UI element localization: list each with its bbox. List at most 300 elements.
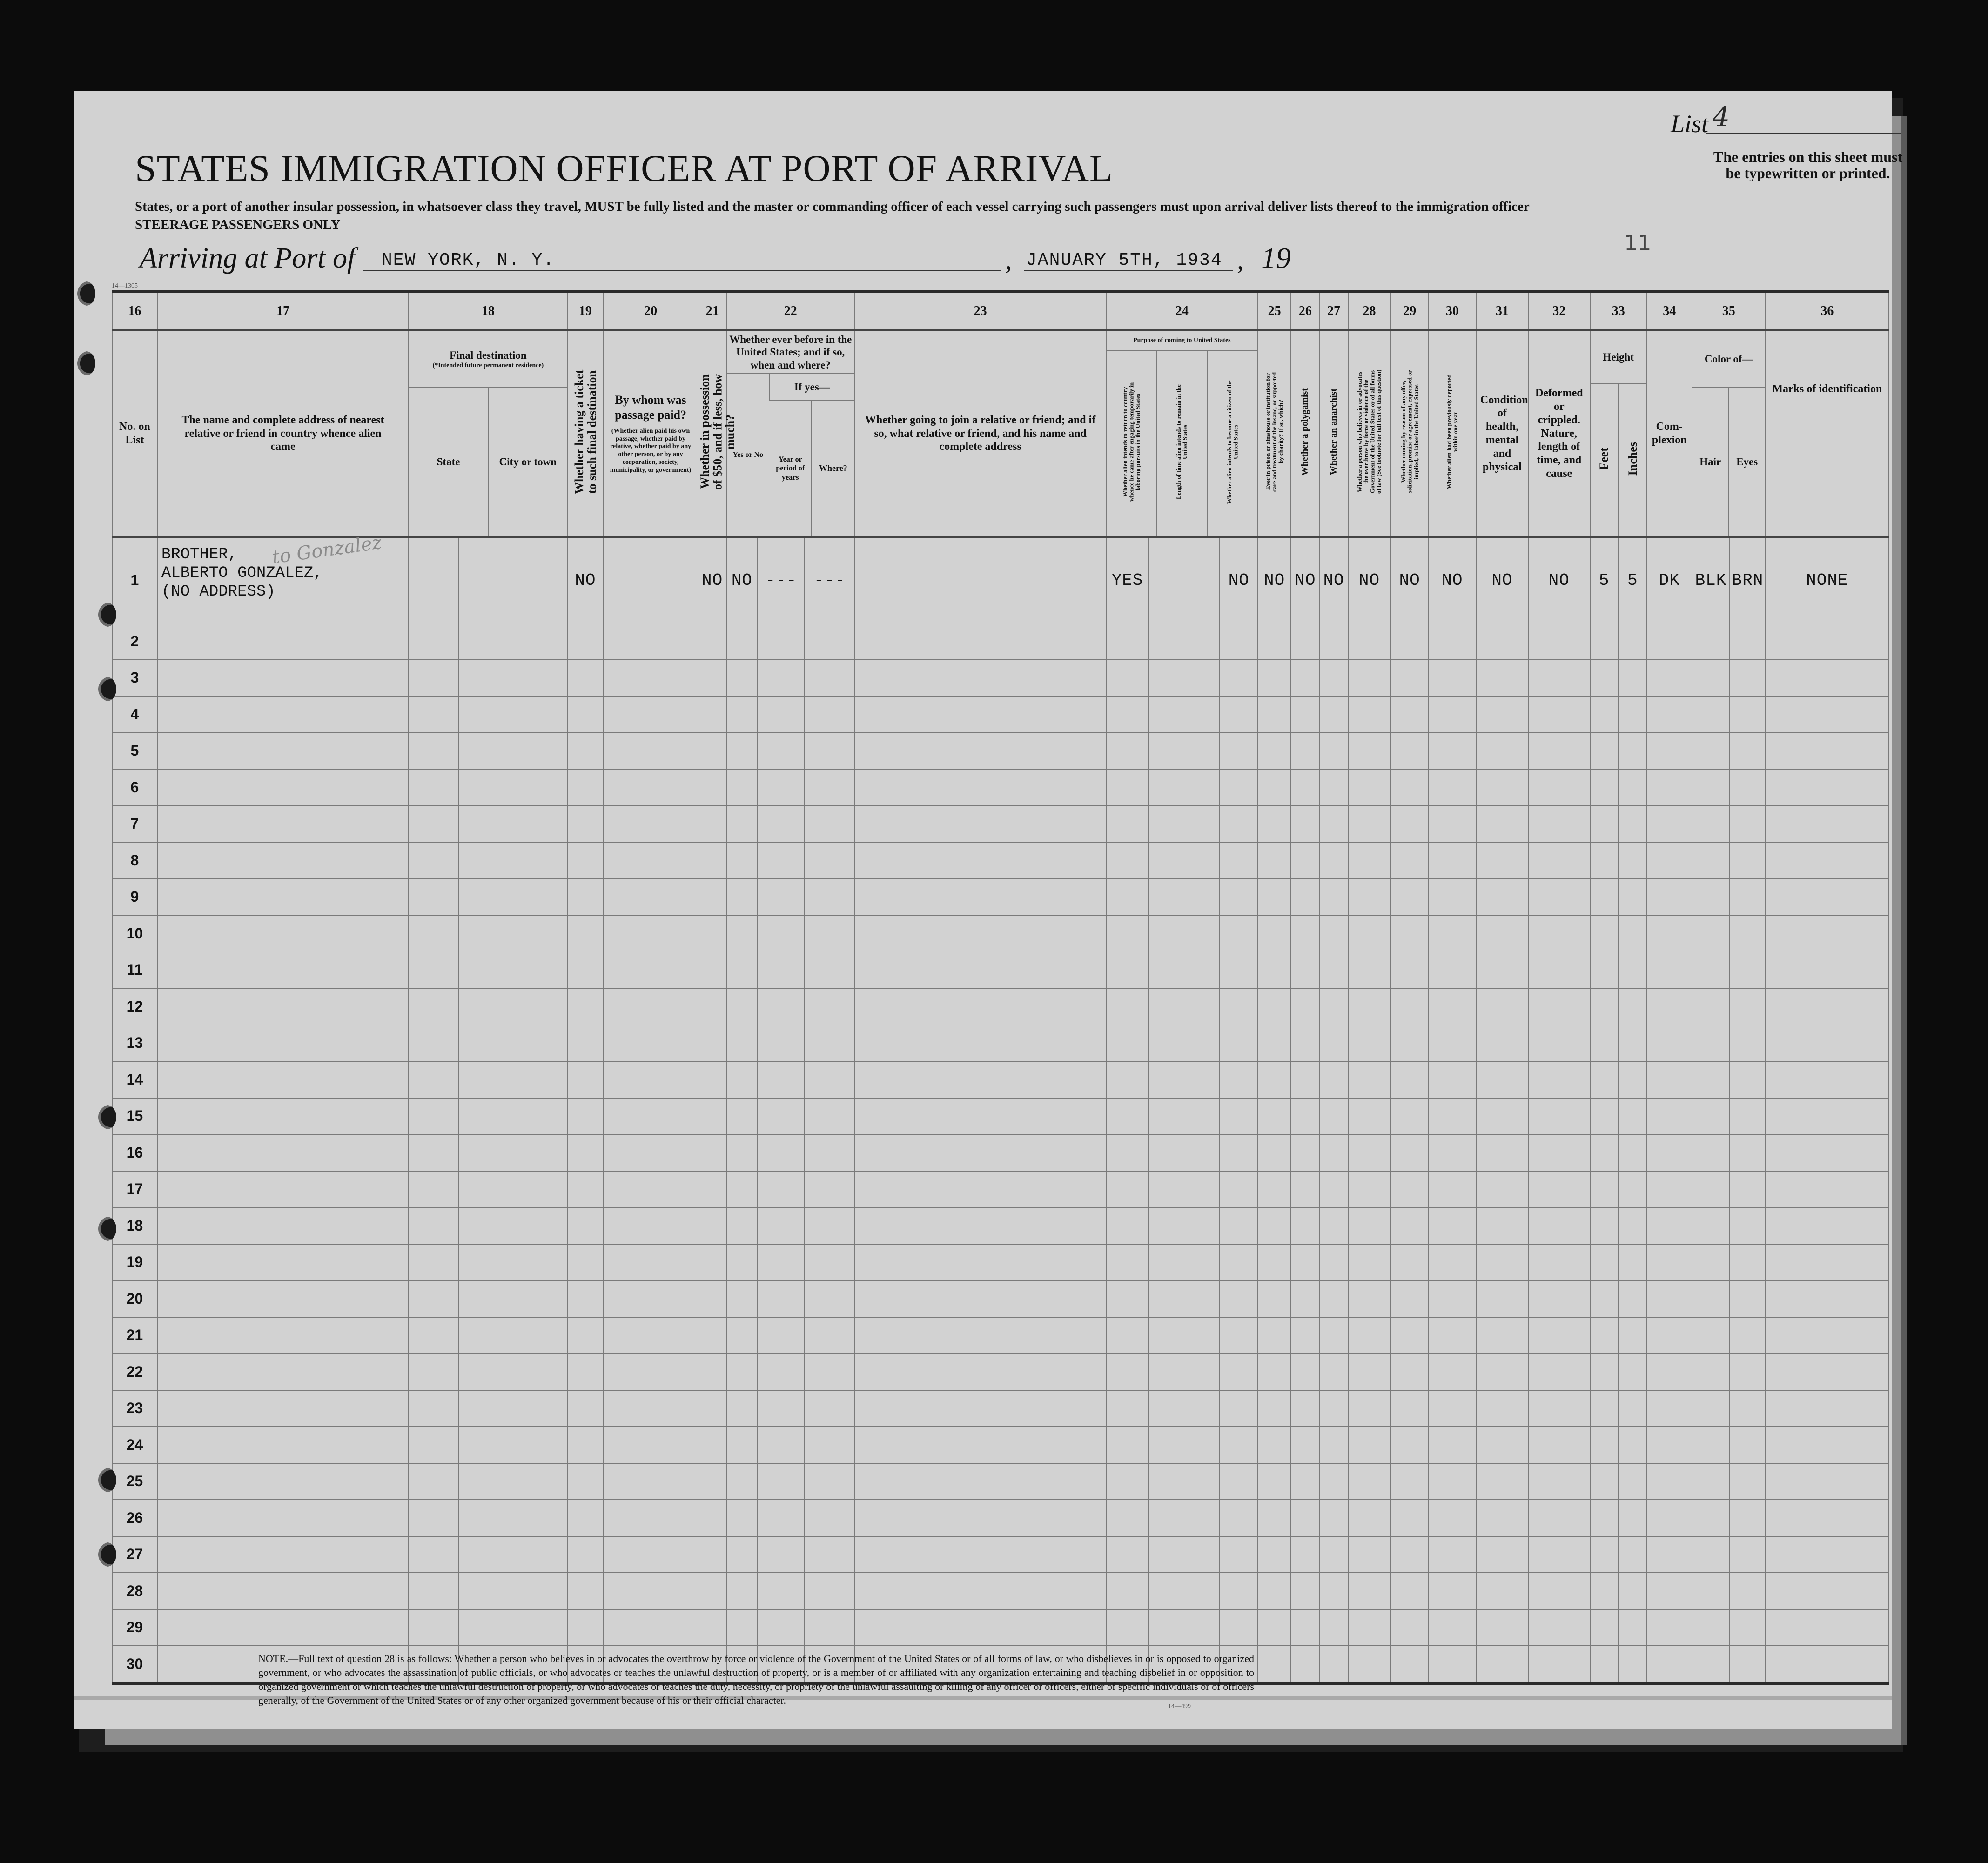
table-cell <box>1291 988 1319 1025</box>
table-cell <box>757 1280 805 1317</box>
table-cell <box>1319 1646 1348 1683</box>
table-cell <box>1590 1317 1619 1354</box>
table-cell <box>458 988 567 1025</box>
table-cell <box>1390 696 1429 733</box>
table-cell <box>1692 733 1730 770</box>
table-cell <box>1692 769 1730 806</box>
table-cell <box>1766 1463 1889 1500</box>
table-cell <box>409 1354 458 1390</box>
row-number: 6 <box>112 769 157 806</box>
table-cell <box>1148 733 1220 770</box>
row-number: 16 <box>112 1134 157 1171</box>
table-cell <box>603 1134 698 1171</box>
table-row <box>112 1171 1889 1208</box>
table-cell <box>1258 1427 1291 1463</box>
row-number: 20 <box>112 1280 157 1317</box>
table-cell <box>568 1134 603 1171</box>
table-cell <box>1348 1244 1391 1281</box>
final-destination-label: Final destination <box>450 349 527 362</box>
table-cell <box>1291 952 1319 989</box>
table-cell <box>603 879 698 916</box>
table-cell <box>1319 1025 1348 1062</box>
table-cell <box>698 1500 726 1536</box>
table-cell <box>1258 733 1291 770</box>
table-cell <box>1476 1207 1528 1244</box>
table-cell <box>1590 660 1619 697</box>
table-cell <box>1429 1500 1476 1536</box>
table-cell <box>726 1536 757 1573</box>
table-cell <box>1319 1463 1348 1500</box>
table-cell <box>1647 988 1692 1025</box>
table-cell <box>805 769 854 806</box>
table-cell <box>603 1609 698 1646</box>
table-cell <box>1619 1609 1647 1646</box>
table-cell <box>568 842 603 879</box>
table-cell <box>698 1354 726 1390</box>
table-cell <box>1730 733 1765 770</box>
header-join-relative: Whether going to join a relative or friend; and if so, what relative or friend, and his name and complete address <box>854 330 1106 537</box>
header-yes-no: Yes or No <box>732 451 763 459</box>
table-cell <box>1692 1134 1730 1171</box>
header-height-title: Height <box>1591 331 1646 384</box>
table-cell <box>1647 1390 1692 1427</box>
table-cell <box>1766 1427 1889 1463</box>
row-number: 17 <box>112 1171 157 1208</box>
table-cell <box>1619 1354 1647 1390</box>
table-cell <box>1730 1171 1765 1208</box>
table-cell <box>1390 988 1429 1025</box>
table-cell <box>726 988 757 1025</box>
table-cell <box>805 1134 854 1171</box>
table-cell <box>805 1609 854 1646</box>
table-cell <box>1148 1061 1220 1098</box>
feet-cell: 5 <box>1590 537 1619 623</box>
arriving-label: Arriving at Port of <box>140 242 356 274</box>
table-cell <box>1348 952 1391 989</box>
table-cell <box>1390 1025 1429 1062</box>
form-code-top: 14—1305 <box>112 282 138 289</box>
table-row <box>112 660 1889 697</box>
col-number: 19 <box>568 292 603 331</box>
row-number: 18 <box>112 1207 157 1244</box>
table-cell <box>409 879 458 916</box>
table-cell <box>568 1609 603 1646</box>
table-cell <box>1106 1536 1149 1573</box>
table-cell <box>1766 1646 1889 1683</box>
row-number: 8 <box>112 842 157 879</box>
purpose-c-text: Whether alien intends to become a citizen of the United States <box>1225 380 1239 504</box>
table-cell <box>568 660 603 697</box>
table-cell <box>1647 1061 1692 1098</box>
table-cell <box>1220 1573 1258 1609</box>
table-cell <box>1528 1171 1590 1208</box>
table-cell <box>409 1061 458 1098</box>
binder-hole <box>98 677 116 701</box>
col-number: 24 <box>1106 292 1258 331</box>
table-cell <box>1429 660 1476 697</box>
col-number: 32 <box>1528 292 1590 331</box>
table-cell <box>1258 879 1291 916</box>
table-cell <box>603 915 698 952</box>
table-cell <box>1730 1390 1765 1427</box>
table-cell <box>458 1317 567 1354</box>
table-cell <box>1476 1500 1528 1536</box>
table-cell <box>409 915 458 952</box>
table-cell <box>854 1463 1106 1500</box>
table-cell <box>458 952 567 989</box>
table-cell <box>1348 1354 1391 1390</box>
table-cell <box>157 1609 409 1646</box>
table-cell <box>698 842 726 879</box>
col-number: 35 <box>1692 292 1766 331</box>
table-cell <box>603 842 698 879</box>
table-cell <box>1106 1573 1149 1609</box>
table-cell <box>1590 1025 1619 1062</box>
header-ticket <box>568 330 603 537</box>
table-cell <box>1692 1500 1730 1536</box>
table-cell <box>1692 1390 1730 1427</box>
table-cell <box>1258 1207 1291 1244</box>
table-cell <box>1590 1500 1619 1536</box>
table-cell <box>854 1244 1106 1281</box>
table-cell <box>1476 1646 1528 1683</box>
table-cell <box>1730 1317 1765 1354</box>
relative-line: BROTHER, <box>161 546 238 563</box>
table-row <box>112 988 1889 1025</box>
header-money-text: Whether in possession of $50, and if less, how much? <box>698 374 737 490</box>
table-cell <box>1647 842 1692 879</box>
table-cell <box>157 733 409 770</box>
table-row <box>112 1025 1889 1062</box>
table-cell <box>1619 769 1647 806</box>
table-cell <box>1291 806 1319 843</box>
table-cell <box>1220 1061 1258 1098</box>
table-cell <box>1528 806 1590 843</box>
table-cell <box>1348 1280 1391 1317</box>
table-cell <box>757 696 805 733</box>
table-cell <box>1291 1500 1319 1536</box>
table-cell <box>757 806 805 843</box>
table-cell <box>1590 842 1619 879</box>
table-cell <box>1647 1609 1692 1646</box>
table-cell <box>1528 1646 1590 1683</box>
table-cell <box>568 988 603 1025</box>
table-cell <box>1258 696 1291 733</box>
table-cell <box>157 1171 409 1208</box>
table-cell <box>757 842 805 879</box>
table-cell <box>1647 1280 1692 1317</box>
table-cell <box>757 1609 805 1646</box>
col-number: 25 <box>1258 292 1291 331</box>
table-cell <box>805 879 854 916</box>
table-cell <box>1106 1025 1149 1062</box>
table-cell <box>1528 1609 1590 1646</box>
binder-hole <box>98 1468 116 1492</box>
table-cell <box>1692 988 1730 1025</box>
table-cell <box>1390 733 1429 770</box>
table-cell <box>1291 1646 1319 1683</box>
table-cell <box>1528 1134 1590 1171</box>
header-purpose-a <box>1107 351 1157 536</box>
table-cell <box>1106 1317 1149 1354</box>
table-cell <box>1106 696 1149 733</box>
city-cell <box>458 537 567 623</box>
table-cell <box>1348 623 1391 660</box>
table-cell <box>805 1573 854 1609</box>
table-cell <box>698 1280 726 1317</box>
table-cell <box>854 660 1106 697</box>
table-cell <box>568 952 603 989</box>
col-number: 23 <box>854 292 1106 331</box>
table-cell <box>1220 988 1258 1025</box>
relative-cell <box>157 531 409 623</box>
table-cell <box>726 1244 757 1281</box>
header-anarchist-text: Whether an anarchist <box>1328 389 1339 476</box>
table-cell <box>1528 879 1590 916</box>
table-cell <box>1319 769 1348 806</box>
table-cell <box>1291 1025 1319 1062</box>
table-row <box>112 842 1889 879</box>
table-cell <box>726 1500 757 1536</box>
table-cell <box>1619 952 1647 989</box>
table-cell <box>1258 1134 1291 1171</box>
table-cell <box>1619 1500 1647 1536</box>
table-cell <box>1291 1207 1319 1244</box>
list-underline <box>1706 133 1901 134</box>
table-cell <box>1647 915 1692 952</box>
table-cell <box>1730 696 1765 733</box>
table-cell <box>1590 879 1619 916</box>
row-number: 25 <box>112 1463 157 1500</box>
table-cell <box>1148 915 1220 952</box>
table-cell <box>726 660 757 697</box>
table-cell <box>1348 660 1391 697</box>
table-cell <box>1692 915 1730 952</box>
row-number: 23 <box>112 1390 157 1427</box>
table-cell <box>1429 1354 1476 1390</box>
table-cell <box>698 1536 726 1573</box>
table-cell <box>1766 1390 1889 1427</box>
table-cell <box>1348 1390 1391 1427</box>
table-cell <box>1258 660 1291 697</box>
table-cell <box>757 733 805 770</box>
table-cell <box>726 1427 757 1463</box>
table-cell <box>1692 952 1730 989</box>
table-cell <box>1647 1098 1692 1135</box>
table-cell <box>805 1061 854 1098</box>
table-cell <box>1220 1609 1258 1646</box>
table-cell <box>757 1098 805 1135</box>
table-cell <box>1291 623 1319 660</box>
table-cell <box>1692 1317 1730 1354</box>
table-cell <box>726 1025 757 1062</box>
table-cell <box>1348 915 1391 952</box>
table-cell <box>1106 1171 1149 1208</box>
table-cell <box>1590 1463 1619 1500</box>
table-cell <box>458 623 567 660</box>
table-cell <box>1647 769 1692 806</box>
table-cell <box>1258 842 1291 879</box>
table-cell <box>698 1317 726 1354</box>
table-cell <box>1291 1390 1319 1427</box>
table-cell <box>1291 1134 1319 1171</box>
table-cell <box>1319 806 1348 843</box>
table-cell <box>1619 623 1647 660</box>
table-row <box>112 696 1889 733</box>
table-cell <box>1106 988 1149 1025</box>
table-cell <box>157 1098 409 1135</box>
table-row <box>112 1061 1889 1098</box>
table-cell <box>157 806 409 843</box>
table-cell <box>1766 1244 1889 1281</box>
table-cell <box>1220 1317 1258 1354</box>
table-cell <box>1692 1427 1730 1463</box>
table-cell <box>1692 1171 1730 1208</box>
header-overthrow <box>1348 330 1391 537</box>
table-cell <box>1730 806 1765 843</box>
header-purpose <box>1106 330 1258 537</box>
header-polygamist <box>1291 330 1319 537</box>
table-cell <box>1319 1390 1348 1427</box>
col-number: 22 <box>726 292 854 331</box>
header-deformed: Deformed or crippled. Nature, length of time, and cause <box>1528 330 1590 537</box>
table-cell <box>1390 1098 1429 1135</box>
table-cell <box>1528 988 1590 1025</box>
table-cell <box>1291 733 1319 770</box>
header-overthrow-text: Whether a person who believes in or advocates the overthrow by force or violence of the Government of the United States or of all forms of law (See footnote for full text of this question) <box>1356 369 1383 494</box>
table-cell <box>1647 1427 1692 1463</box>
table-cell <box>1528 915 1590 952</box>
table-row <box>112 1098 1889 1135</box>
table-cell <box>1319 696 1348 733</box>
table-cell <box>757 623 805 660</box>
table-cell <box>1348 1317 1391 1354</box>
table-cell <box>1619 915 1647 952</box>
table-cell <box>1319 1244 1348 1281</box>
table-cell <box>1619 1280 1647 1317</box>
table-cell <box>1429 1317 1476 1354</box>
table-cell <box>726 915 757 952</box>
table-cell <box>458 806 567 843</box>
table-row <box>112 915 1889 952</box>
table-cell <box>757 1134 805 1171</box>
col-number: 16 <box>112 292 157 331</box>
table-cell <box>1692 1463 1730 1500</box>
header-deported <box>1429 330 1476 537</box>
table-cell <box>854 1280 1106 1317</box>
table-cell <box>1429 1536 1476 1573</box>
overthrow-cell: NO <box>1348 537 1391 623</box>
header-purpose-title: Purpose of coming to United States <box>1107 331 1257 351</box>
table-cell <box>854 769 1106 806</box>
binder-hole <box>77 351 95 375</box>
table-cell <box>568 1390 603 1427</box>
table-row <box>112 1573 1889 1609</box>
header-feet <box>1591 384 1619 536</box>
table-cell <box>726 1061 757 1098</box>
table-cell <box>1429 1244 1476 1281</box>
table-cell <box>1429 1061 1476 1098</box>
eyes-cell: BRN <box>1730 537 1765 623</box>
table-cell <box>757 915 805 952</box>
table-cell <box>157 1061 409 1098</box>
table-cell <box>1258 1573 1291 1609</box>
table-cell <box>1258 1171 1291 1208</box>
table-cell <box>1148 1609 1220 1646</box>
table-cell <box>157 952 409 989</box>
header-hair: Hair <box>1699 456 1721 468</box>
table-cell <box>1766 952 1889 989</box>
table-cell <box>854 1354 1106 1390</box>
table-cell <box>603 1427 698 1463</box>
table-cell <box>1148 1463 1220 1500</box>
table-cell <box>854 1025 1106 1062</box>
table-cell <box>805 1207 854 1244</box>
table-cell <box>1476 1317 1528 1354</box>
table-cell <box>157 988 409 1025</box>
table-cell <box>1319 1427 1348 1463</box>
table-cell <box>1148 623 1220 660</box>
col-number: 26 <box>1291 292 1319 331</box>
table-cell <box>1692 696 1730 733</box>
table-cell <box>805 1500 854 1536</box>
table-cell <box>1390 1280 1429 1317</box>
table-cell <box>1476 1025 1528 1062</box>
table-cell <box>1528 1427 1590 1463</box>
binder-hole <box>98 1542 116 1567</box>
table-cell <box>568 1354 603 1390</box>
table-cell <box>1258 623 1291 660</box>
table-cell <box>1319 915 1348 952</box>
table-cell <box>1148 1207 1220 1244</box>
header-passage <box>603 330 698 537</box>
table-cell <box>458 1207 567 1244</box>
table-cell <box>1429 1098 1476 1135</box>
table-cell <box>1476 1536 1528 1573</box>
table-cell <box>157 1317 409 1354</box>
table-cell <box>1106 660 1149 697</box>
table-cell <box>1619 1317 1647 1354</box>
row-number: 10 <box>112 915 157 952</box>
table-cell <box>1258 952 1291 989</box>
table-cell <box>1429 842 1476 879</box>
table-cell <box>458 1171 567 1208</box>
table-cell <box>568 1500 603 1536</box>
table-cell <box>568 1463 603 1500</box>
table-cell <box>568 879 603 916</box>
table-cell <box>1528 1573 1590 1609</box>
table-cell <box>1476 696 1528 733</box>
table-cell <box>854 1171 1106 1208</box>
table-cell <box>1647 1500 1692 1536</box>
table-cell <box>1390 1427 1429 1463</box>
table-cell <box>1766 1536 1889 1573</box>
header-labor-offer <box>1390 330 1429 537</box>
table-cell <box>1619 1061 1647 1098</box>
table-cell <box>1106 842 1149 879</box>
table-cell <box>854 1317 1106 1354</box>
table-cell <box>1220 623 1258 660</box>
table-cell <box>805 1427 854 1463</box>
table-cell <box>1590 1207 1619 1244</box>
table-cell <box>409 1134 458 1171</box>
table-cell <box>157 623 409 660</box>
table-cell <box>1258 1098 1291 1135</box>
table-cell <box>1590 1280 1619 1317</box>
table-cell <box>568 696 603 733</box>
table-cell <box>1590 1098 1619 1135</box>
table-cell <box>157 696 409 733</box>
